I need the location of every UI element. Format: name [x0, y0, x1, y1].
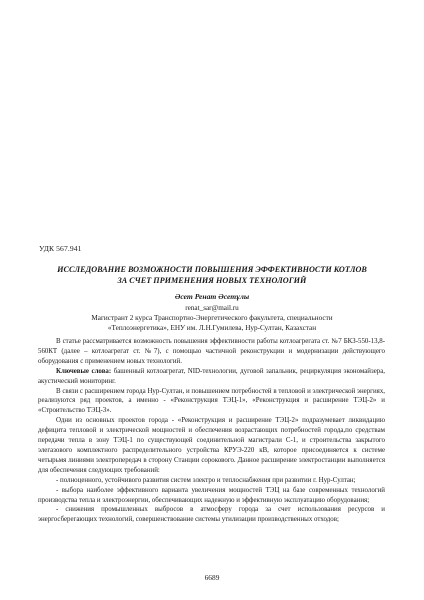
body-paragraph-3: - полноценного, устойчивого развития систем электро и теплоснабжения при развитии г. Нур-Султан;: [56, 476, 356, 484]
udc-code: УДК 567.941: [39, 244, 82, 253]
keywords-paragraph: [38, 367, 385, 387]
article-title-line-1: ИССЛЕДОВАНИЕ ВОЗМОЖНОСТИ ПОВЫШЕНИЯ ЭФФЕКТИВНОСТИ КОТЛОВ: [57, 265, 367, 274]
body-paragraph-4: - выбора наиболее эффективного варианта увеличения мощностей ТЭЦ на базе современных технологий производства тепла и электроэнергии, обеспечивающих надежную и эффективную эксплуатацию оборудования;: [38, 486, 385, 504]
author-name: Әсет Ренат Әсетұлы: [174, 292, 250, 301]
author-email[interactable]: renat_sar@mail.ru: [185, 304, 239, 312]
body-paragraph-2: Одни из основных проектов города - «Реконструкция и расширение ТЭЦ-2» подразумевает ликвидацию дефицита тепловой и электрической мощностей и обеспечения возрастающих потребностей города,по средствам передачи тепла в зону ТЭЦ-1 по существующей соединительной магистрали С-1, и строительства закрытого элегазового комплектного распределительного устройства КРУЭ-220 кВ, которое присоединяется к системе четырьмя линиями электропередач в сторону Станции сорокового. Данное расширение электростанции выполняется для обеспечения следующих требований:: [38, 417, 385, 474]
keywords-label: Ключевые слова:: [56, 367, 112, 375]
article-body: [38, 337, 385, 525]
body-paragraph-5: - снижения промышленных выбросов в атмосферу города за счет использования ресурсов и энергосберегающих технологий, совершенствование системы утилизации производственных отходов;: [38, 506, 385, 524]
author-affiliation-line-2: «Теплоэнергетика», ЕНУ им. Л.Н.Гумилева, Нур-Султан, Казахстан: [107, 324, 317, 332]
keywords-text: башенный котлоагрегат, NID-технологии, дуговой запальник, рециркуляция экономайзера, акустический мониторинг.: [38, 367, 385, 385]
page-number: 6689: [204, 573, 220, 582]
body-paragraph-1: В связи с расширением города Нур-Султан, и повышением потребностей в тепловой и электрической энергиях, реализуются ряд проектов, а именно - «Реконструкция ТЭЦ-1», «Реконструкция и расширение ТЭЦ-2» и «Строительство ТЭЦ-3».: [38, 387, 385, 415]
author-affiliation-line-1: Магистрант 2 курса Транспортно-Энергетического факультета, специальности: [91, 314, 333, 322]
abstract-paragraph: В статье рассматривается возможность повышения эффективности работы котлоагрегата ст. №7 БКЗ-550-13,8-560КТ (далее – котлоагрегат ст. №7), с помощью частичной реконструкции и модернизации действующего оборудования с применением новых технологий.: [38, 338, 385, 365]
article-title-line-2: ЗА СЧЕТ ПРИМЕНЕНИЯ НОВЫХ ТЕХНОЛОГИЙ: [117, 276, 307, 285]
